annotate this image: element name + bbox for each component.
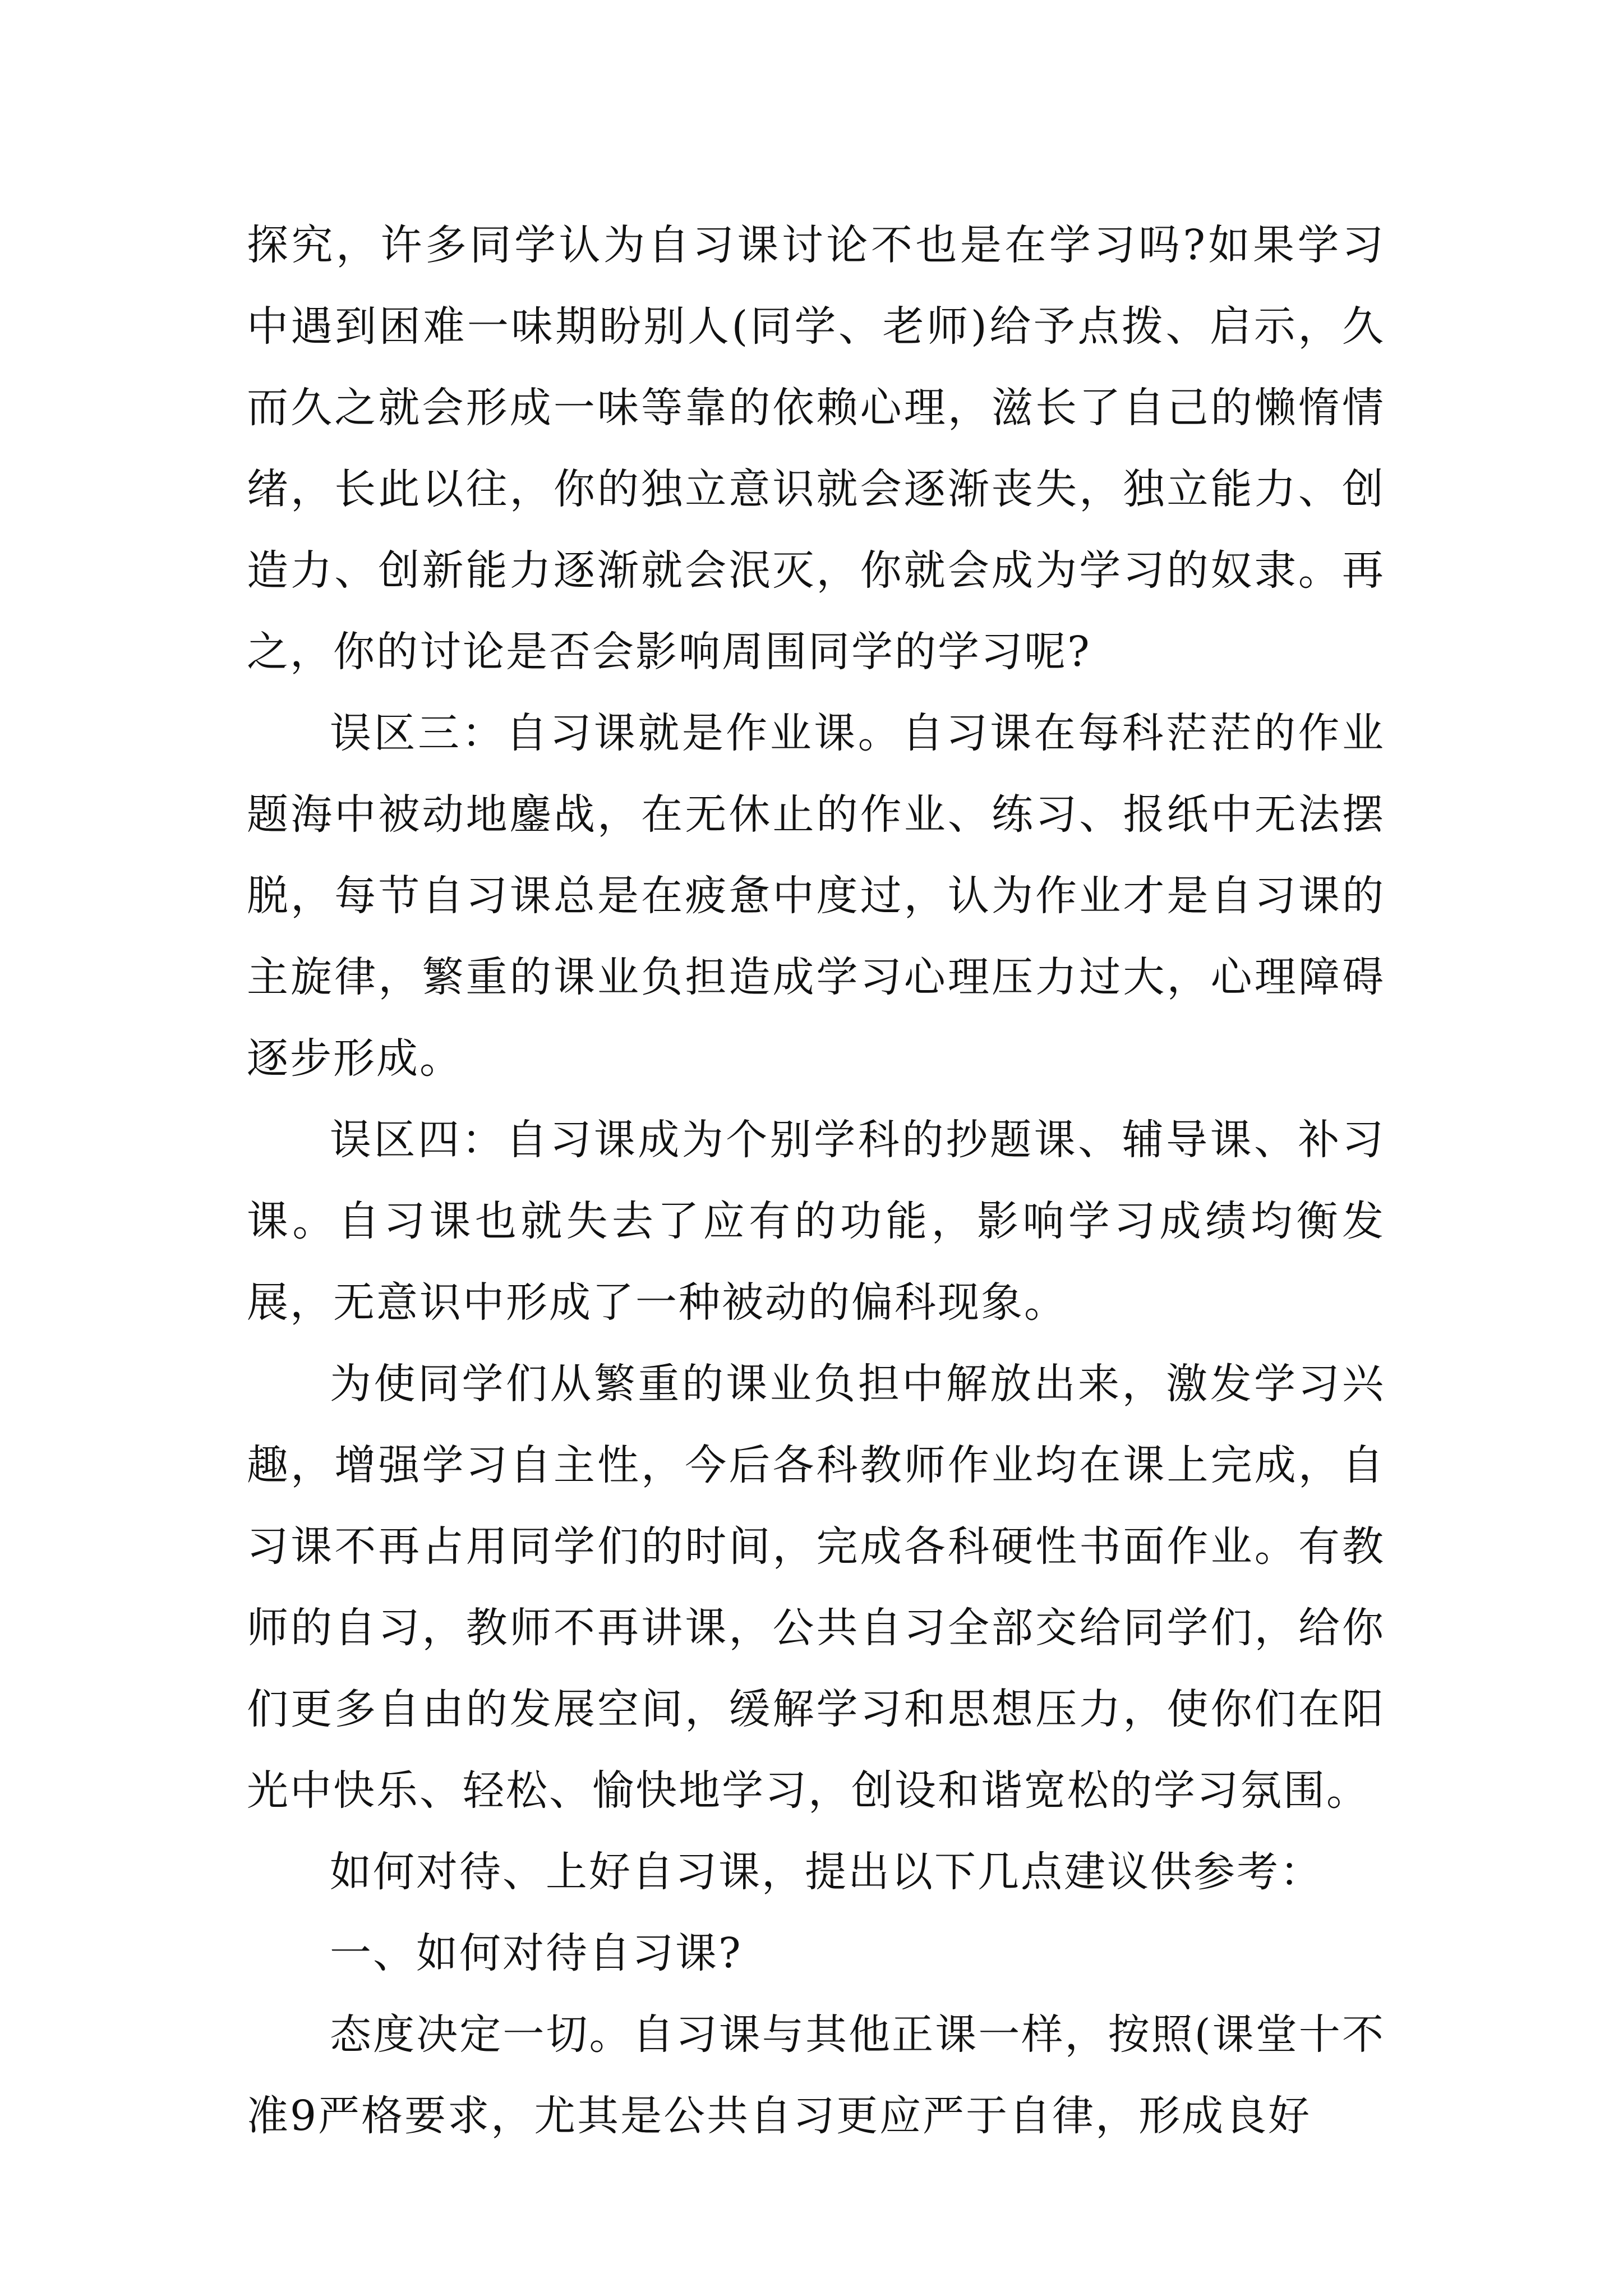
paragraph-suggestions-intro: 如何对待、上好自习课，提出以下几点建议供参考：	[330, 1848, 1323, 1896]
paragraph-continuation: 探究，许多同学认为自习课讨论不也是在学习吗?如果学习中遇到困难一味期盼别人(同学、老师)给予点拨、启示，久而久之就会形成一味等靠的依赖心理，滋长了自己的懒惰情绪，长此以往，你的独立意识就会逐渐丧失，独立能力、创造力、创新能力逐渐就会泯灭，你就会成为学习的奴隶。再之，你的讨论是否会影响周围同学的学习呢?	[247, 221, 1385, 676]
paragraph-attitude: 态度决定一切。自习课与其他正课一样，按照(课堂十不准9严格要求，尤其是公共自习更应严于自律，形成良好	[247, 2010, 1385, 2140]
paragraph-misconception-three: 误区三：自习课就是作业课。自习课在每科茫茫的作业题海中被动地鏖战，在无休止的作业、练习、报纸中无法摆脱，每节自习课总是在疲惫中度过，认为作业才是自习课的主旋律，繁重的课业负担造成学习心理压力过大，心理障碍逐步形成。	[247, 709, 1385, 1083]
paragraph-misconception-four: 误区四：自习课成为个别学科的抄题课、辅导课、补习课。自习课也就失去了应有的功能，影响学习成绩均衡发展，无意识中形成了一种被动的偏科现象。	[247, 1116, 1385, 1327]
section-heading-how-to-treat: 一、如何对待自习课?	[330, 1929, 743, 1977]
paragraph-policy: 为使同学们从繁重的课业负担中解放出来，激发学习兴趣，增强学习自主性，今后各科教师作业均在课上完成，自习课不再占用同学们的时间，完成各科硬性书面作业。有教师的自习，教师不再讲课，公共自习全部交给同学们，给你们更多自由的发展空间，缓解学习和思想压力，使你们在阳光中快乐、轻松、愉快地学习，创设和谐宽松的学习氛围。	[247, 1360, 1385, 1815]
document-body	[247, 205, 1385, 2157]
